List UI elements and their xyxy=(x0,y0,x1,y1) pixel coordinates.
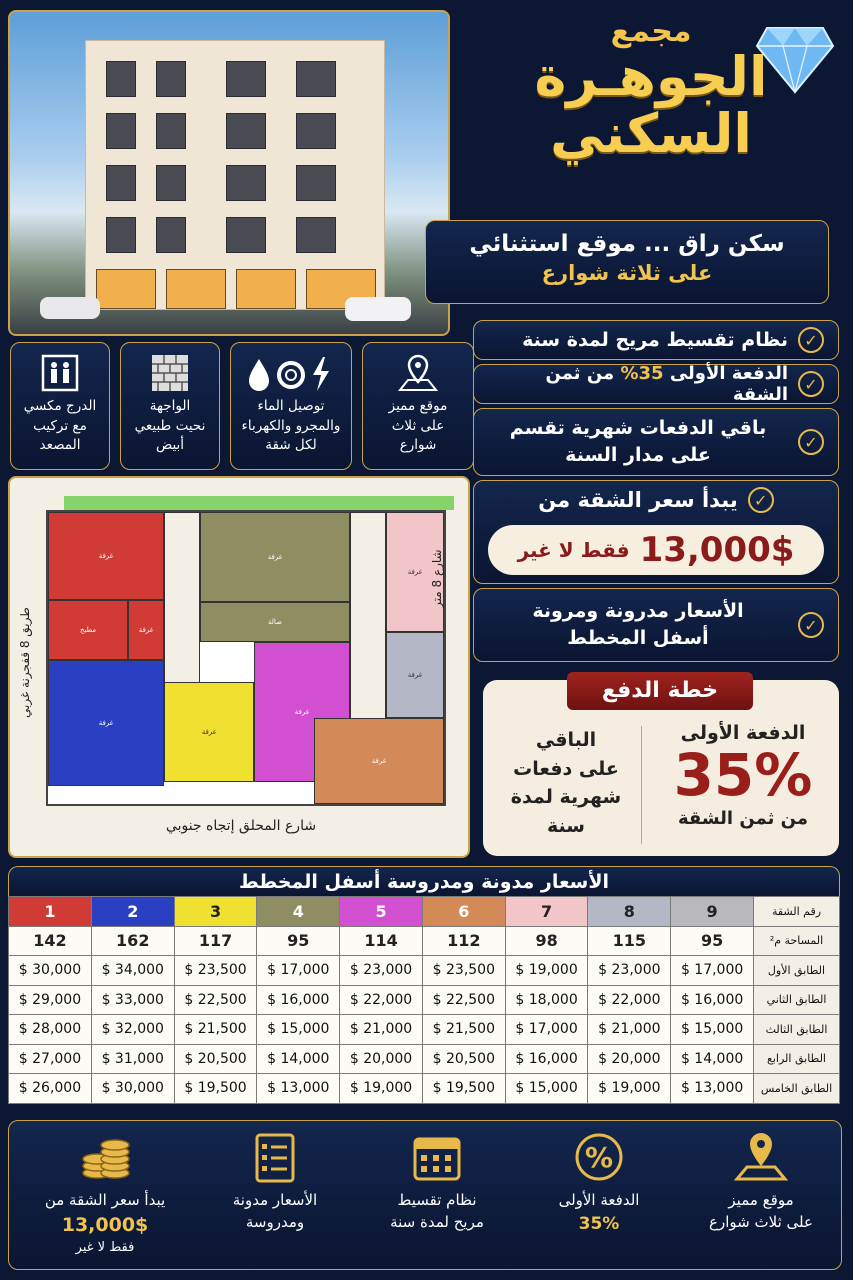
table-cell: $ 22,500 xyxy=(422,985,505,1015)
table-cell: $ 14,000 xyxy=(257,1044,340,1074)
location-icon xyxy=(396,353,440,393)
divider xyxy=(641,726,642,844)
slogan-sub: على ثلاثة شوارع xyxy=(541,261,713,285)
complex-label: مجمع xyxy=(610,14,692,49)
table-cell: $ 17,000 xyxy=(671,956,754,986)
bottom-installments: نظام تقسيط مريح لمدة سنة xyxy=(357,1129,517,1233)
table-cell: $ 34,000 xyxy=(91,956,174,986)
check-icon: ✓ xyxy=(798,327,824,353)
table-cell: $ 13,000 xyxy=(257,1074,340,1104)
check-icon: ✓ xyxy=(798,371,824,397)
building-illustration xyxy=(85,40,385,310)
car xyxy=(40,297,100,319)
table-cell: 95 xyxy=(257,926,340,956)
apartment-number-9: 9 xyxy=(671,897,754,927)
table-cell: $ 16,000 xyxy=(257,985,340,1015)
table-cell: $ 20,500 xyxy=(422,1044,505,1074)
percent-icon xyxy=(569,1129,629,1183)
checklist-icon xyxy=(245,1129,305,1183)
table-cell: $ 22,000 xyxy=(340,985,423,1015)
project-name-line2: السكني xyxy=(550,101,752,165)
table-cell: الطابق الخامس xyxy=(754,1074,840,1104)
table-cell: $ 17,000 xyxy=(257,956,340,986)
table-cell: الطابق الثالث xyxy=(754,1015,840,1045)
elevator-icon xyxy=(40,353,80,393)
apt-7-rooms: غرفة xyxy=(386,512,444,632)
floor-plan: غرفة مطبخ غرفة غرفة غرفة صالة غرفة غرفة غرفة غرفة غرفة شارع المحلق إتجاه جنوبي شارع 8 متر طريق 8 قفجرنة غربي xyxy=(8,476,470,858)
table-cell: $ 23,000 xyxy=(340,956,423,986)
table-cell: الطابق الأول xyxy=(754,956,840,986)
table-cell: $ 20,500 xyxy=(174,1044,257,1074)
table-cell: 112 xyxy=(422,926,505,956)
car xyxy=(345,297,411,321)
apartment-number-4: 4 xyxy=(257,897,340,927)
west-street-label: طريق 8 قفجرنة غربي xyxy=(18,607,32,718)
table-cell: المساحة م² xyxy=(754,926,840,956)
apt-2-rooms: غرفة xyxy=(48,660,164,786)
bottom-first-payment: % الدفعة الأولى 35% xyxy=(519,1129,679,1236)
table-cell: $ 33,000 xyxy=(91,985,174,1015)
table-cell: $ 32,000 xyxy=(91,1015,174,1045)
table-row xyxy=(9,956,840,986)
table-row xyxy=(9,1074,840,1104)
table-cell: $ 19,000 xyxy=(588,1074,671,1104)
table-cell: رقم الشقة xyxy=(754,897,840,927)
slogan: سكن راق ... موقع استثنائي xyxy=(469,231,785,257)
table-cell: $ 27,000 xyxy=(9,1044,92,1074)
apartment-number-3: 3 xyxy=(174,897,257,927)
table-row xyxy=(9,985,840,1015)
table-cell: $ 30,000 xyxy=(91,1074,174,1104)
table-cell: 117 xyxy=(174,926,257,956)
table-cell: $ 19,500 xyxy=(422,1074,505,1104)
table-cell: $ 20,000 xyxy=(340,1044,423,1074)
project-name-line1: الجوهـرة xyxy=(534,45,768,108)
card-facade: الواجهة نحيت طبيعي أبيض xyxy=(120,342,220,470)
apt-5-rooms: غرفة xyxy=(254,642,350,782)
table-cell: $ 16,000 xyxy=(505,1044,588,1074)
apartment-number-8: 8 xyxy=(588,897,671,927)
table-row xyxy=(9,1044,840,1074)
table-title: الأسعار مدونة ومدروسة أسفل المخطط xyxy=(8,866,840,896)
table-cell: 115 xyxy=(588,926,671,956)
payment-plan-title: خطة الدفع xyxy=(567,672,753,710)
apartment-number-5: 5 xyxy=(340,897,423,927)
slogan-box xyxy=(425,220,829,304)
svg-text:%: % xyxy=(584,1141,614,1174)
price-pill: 13,000$ فقط لا غير xyxy=(488,525,824,575)
table-cell: $ 16,000 xyxy=(671,985,754,1015)
bottom-start-price: يبدأ سعر الشقة من 13,000$ فقط لا غير xyxy=(19,1129,191,1258)
utilities-icon xyxy=(243,353,339,393)
check-icon: ✓ xyxy=(798,429,824,455)
payment-plan-card xyxy=(483,680,839,856)
table-cell: $ 19,000 xyxy=(340,1074,423,1104)
table-cell: $ 17,000 xyxy=(505,1015,588,1045)
south-street-label: شارع المحلق إتجاه جنوبي xyxy=(165,818,317,834)
table-cell: 95 xyxy=(671,926,754,956)
card-stairs: الدرج مكسي مع تركيب المصعد xyxy=(10,342,110,470)
apartment-number-2: 2 xyxy=(91,897,174,927)
table-cell: $ 31,000 xyxy=(91,1044,174,1074)
table-cell: $ 22,000 xyxy=(588,985,671,1015)
check-icon: ✓ xyxy=(748,487,774,513)
location-icon xyxy=(731,1129,791,1183)
apt-6-rooms: غرفة xyxy=(314,718,444,804)
apartment-number-7: 7 xyxy=(505,897,588,927)
table-cell: $ 19,500 xyxy=(174,1074,257,1104)
table-cell: 114 xyxy=(340,926,423,956)
table-cell: $ 14,000 xyxy=(671,1044,754,1074)
table-cell: $ 21,000 xyxy=(340,1015,423,1045)
table-row xyxy=(9,1015,840,1045)
card-utilities: توصيل الماء والمجرو والكهرباء لكل شقة xyxy=(230,342,352,470)
feature-prices-note: ✓ الأسعار مدرونة ومرونة أسفل المخطط xyxy=(473,588,839,662)
apt-3-rooms: غرفة xyxy=(164,682,254,782)
table-cell: $ 23,500 xyxy=(174,956,257,986)
table-cell: 98 xyxy=(505,926,588,956)
apt-4-rooms: غرفة xyxy=(200,512,350,602)
table-cell: $ 28,000 xyxy=(9,1015,92,1045)
check-icon: ✓ xyxy=(798,612,824,638)
brick-wall-icon xyxy=(150,353,190,393)
table-cell: $ 29,000 xyxy=(9,985,92,1015)
price-table xyxy=(8,866,840,1112)
bottom-prices: الأسعار مدونة ومدروسة xyxy=(195,1129,355,1233)
green-strip xyxy=(64,496,454,510)
building-photo xyxy=(8,10,450,336)
table-cell: الطابق الثاني xyxy=(754,985,840,1015)
feature-installments: ✓ نظام تقسيط مريح لمدة سنة xyxy=(473,320,839,360)
bottom-location: موقع مميز على ثلاث شوارع xyxy=(681,1129,841,1233)
bottom-features xyxy=(8,1120,842,1270)
table-cell: 142 xyxy=(9,926,92,956)
table-cell: $ 15,000 xyxy=(671,1015,754,1045)
feature-first-payment: ✓ الدفعة الأولى 35% من ثمن الشقة xyxy=(473,364,839,404)
table-cell: $ 19,000 xyxy=(505,956,588,986)
first-payment-label: الدفعة الأولى xyxy=(680,722,806,744)
table-cell: $ 21,500 xyxy=(422,1015,505,1045)
table-cell: $ 30,000 xyxy=(9,956,92,986)
apartment-number-6: 6 xyxy=(422,897,505,927)
first-payment-percent: 35% xyxy=(673,741,813,809)
table-cell: $ 23,000 xyxy=(588,956,671,986)
feature-start-price: ✓ يبدأ سعر الشقة من 13,000$ فقط لا غير xyxy=(473,480,839,584)
first-payment-of: من ثمن الشقة xyxy=(677,807,809,829)
coins-icon xyxy=(75,1129,135,1183)
table-cell: $ 15,000 xyxy=(257,1015,340,1045)
table-cell: $ 21,000 xyxy=(588,1015,671,1045)
apt-1-rooms: غرفة xyxy=(48,512,164,600)
table-cell: $ 13,000 xyxy=(671,1074,754,1104)
card-location: موقع مميز على ثلاث شوارع xyxy=(362,342,474,470)
price-table-grid xyxy=(8,896,840,1104)
table-cell: $ 18,000 xyxy=(505,985,588,1015)
table-cell: $ 20,000 xyxy=(588,1044,671,1074)
table-cell: $ 23,500 xyxy=(422,956,505,986)
apartment-number-1: 1 xyxy=(9,897,92,927)
table-cell: الطابق الرابع xyxy=(754,1044,840,1074)
table-cell: $ 22,500 xyxy=(174,985,257,1015)
table-cell: 162 xyxy=(91,926,174,956)
table-cell: $ 21,500 xyxy=(174,1015,257,1045)
rest-payments: الباقي على دفعات شهرية لمدة سنة xyxy=(510,729,622,837)
project-title xyxy=(461,14,841,212)
apt-8-rooms: غرفة xyxy=(386,632,444,718)
table-cell: $ 15,000 xyxy=(505,1074,588,1104)
feature-monthly: ✓ باقي الدفعات شهرية تقسم على مدار السنة xyxy=(473,408,839,476)
east-street-label: شارع 8 متر xyxy=(430,549,444,608)
table-cell: $ 26,000 xyxy=(9,1074,92,1104)
calendar-icon xyxy=(407,1129,467,1183)
